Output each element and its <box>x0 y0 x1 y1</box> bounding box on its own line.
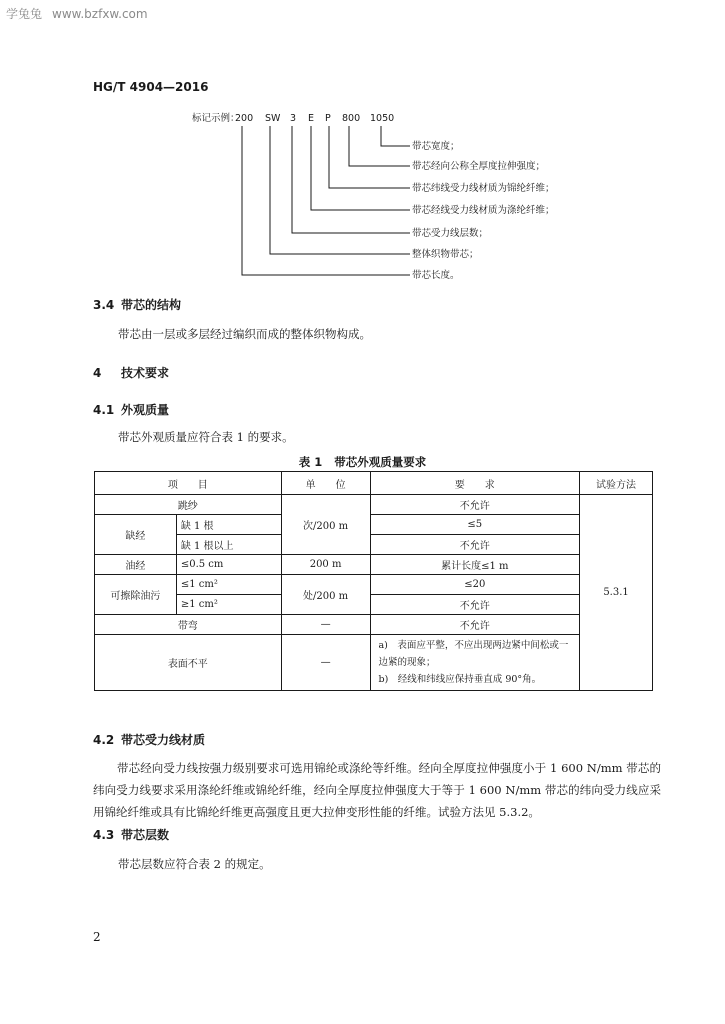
marking-code-strength: 800 <box>342 113 361 124</box>
section-title: 外观质量 <box>121 403 170 417</box>
section-number: 4.2 <box>93 733 115 747</box>
table-header-row <box>95 472 653 495</box>
unit-daiwan: — <box>281 615 370 635</box>
section-number: 3.4 <box>93 298 115 312</box>
section-4-2-text: 带芯经向受力线按强力级别要求可选用锦纶或涤纶等纤维。经向全厚度拉伸强度小于 1 600 N/mm 带芯的纬向受力线要求采用涤纶纤维或锦纶纤维，经向全厚度拉伸强度大于等于 1 600 N/mm 带芯的纬向受力线应采用锦纶纤维或具有比锦纶纤维更高强度且更大拉伸变形性能的纤维。试验方法见 5.3.2。 <box>93 761 661 819</box>
requirement-wuzi-2: 不允许 <box>370 595 580 615</box>
section-number: 4.1 <box>93 403 115 417</box>
marking-scheme-diagram <box>0 0 725 300</box>
appearance-quality-table <box>94 471 653 691</box>
table-row <box>95 595 653 615</box>
marking-code-weft-material: P <box>325 113 331 124</box>
header-unit: 单 位 <box>281 472 370 495</box>
section-4-heading <box>93 364 169 381</box>
page-number: 2 <box>93 930 101 944</box>
table-row <box>95 615 653 635</box>
section-title: 带芯的结构 <box>121 298 182 312</box>
sub-item-wuzi-2: ≥1 cm² <box>176 595 281 615</box>
section-title: 带芯受力线材质 <box>121 733 206 747</box>
section-4-1-heading <box>93 401 169 418</box>
header-test-method: 试验方法 <box>580 472 653 495</box>
header-requirement: 要 求 <box>370 472 580 495</box>
requirement-biaomian-b: b) 经线和纬线应保持垂直成 90°角。 <box>378 674 542 685</box>
requirement-tiaosha: 不允许 <box>370 495 580 515</box>
section-number: 4.3 <box>93 828 115 842</box>
row-item-youjing: 油经 <box>95 555 177 575</box>
section-4-3-text: 带芯层数应符合表 2 的规定。 <box>118 857 271 871</box>
marking-prefix: 标记示例： <box>192 113 240 124</box>
marking-explanation-length: 带芯长度。 <box>412 270 460 281</box>
marking-explanation-strength: 带芯经向公称全厚度拉伸强度； <box>412 161 546 172</box>
unit-youjing: 200 m <box>281 555 370 575</box>
sub-item-quesha-2: 缺 1 根以上 <box>176 535 281 555</box>
standard-number: HG/T 4904—2016 <box>93 80 209 94</box>
test-method-cell: 5.3.1 <box>580 495 653 691</box>
section-title: 技术要求 <box>121 366 170 380</box>
marking-code-structure: SW <box>265 113 281 124</box>
table-1-caption-number: 表 1 <box>298 455 323 469</box>
marking-explanation-structure: 整体织物带芯； <box>412 249 479 260</box>
table-row <box>95 535 653 555</box>
requirement-biaomian-a: a) 表面应平整，不应出现两边紧中间松或一边紧的现象； <box>378 640 569 668</box>
marking-explanation-weft-material: 带芯纬线受力线材质为锦纶纤维； <box>412 183 555 194</box>
marking-explanation-width: 带芯宽度； <box>412 141 460 152</box>
table-row <box>95 555 653 575</box>
marking-leader-lines <box>242 126 410 275</box>
header-item: 项 目 <box>95 472 282 495</box>
marking-code-length: 1050 <box>370 113 395 124</box>
row-item-biaomian: 表面不平 <box>95 635 282 691</box>
table-1-caption-title: 带芯外观质量要求 <box>334 455 427 469</box>
requirement-quesha-1: ≤5 <box>370 515 580 535</box>
section-3-4-text: 带芯由一层或多层经过编织而成的整体织物构成。 <box>118 327 371 341</box>
table-row <box>95 635 653 691</box>
table-row <box>95 575 653 595</box>
section-number: 4 <box>93 366 102 380</box>
unit-biaomian: — <box>281 635 370 691</box>
requirement-wuzi-1: ≤20 <box>370 575 580 595</box>
row-item-tiaosha: 跳纱 <box>95 495 282 515</box>
section-3-4-heading <box>93 296 181 313</box>
requirement-youjing: 累计长度≤1 m <box>370 555 580 575</box>
table-1-caption <box>0 454 725 470</box>
section-title: 带芯层数 <box>121 828 170 842</box>
row-item-daiwan: 带弯 <box>95 615 282 635</box>
requirement-biaomian <box>370 635 580 691</box>
row-item-quesha: 缺经 <box>95 515 177 555</box>
section-4-1-text: 带芯外观质量应符合表 1 的要求。 <box>118 430 294 444</box>
sub-item-youjing: ≤0.5 cm <box>176 555 281 575</box>
marking-code-width: 200 <box>235 113 254 124</box>
unit-wuzi: 处/200 m <box>281 575 370 615</box>
table-row <box>95 495 653 515</box>
table-row <box>95 515 653 535</box>
requirement-quesha-2: 不允许 <box>370 535 580 555</box>
marking-explanation-layers: 带芯受力线层数； <box>412 228 489 239</box>
marking-code-layers: 3 <box>290 113 297 124</box>
marking-code-warp-material: E <box>308 113 315 124</box>
unit-quesha: 次/200 m <box>281 495 370 555</box>
watermark-site-name: 学兔兔 <box>6 7 43 21</box>
section-4-3-heading <box>93 826 169 843</box>
watermark-site-url: www.bzfxw.com <box>52 7 148 21</box>
sub-item-quesha-1: 缺 1 根 <box>176 515 281 535</box>
sub-item-wuzi-1: ≤1 cm² <box>176 575 281 595</box>
row-item-wuzi: 可擦除油污 <box>95 575 177 615</box>
section-4-2-heading <box>93 731 205 748</box>
requirement-daiwan: 不允许 <box>370 615 580 635</box>
marking-explanation-warp-material: 带芯经线受力线材质为涤纶纤维； <box>412 205 555 216</box>
